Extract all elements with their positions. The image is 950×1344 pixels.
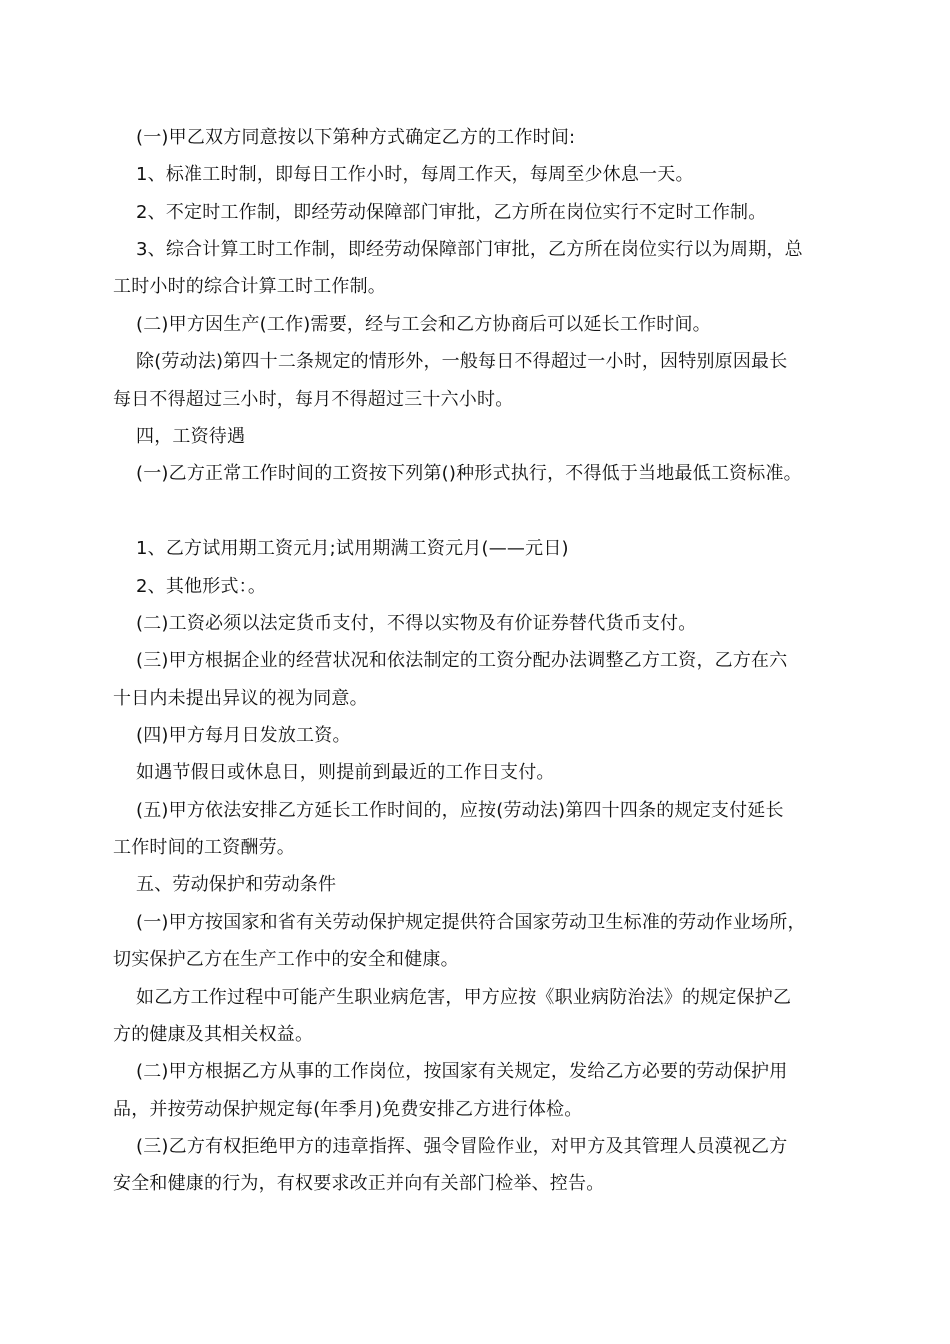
paragraph-line: (二)甲方根据乙方从事的工作岗位，按国家有关规定，发给乙方必要的劳动保护用 <box>136 1061 788 1082</box>
paragraph-line: 3、综合计算工时工作制，即经劳动保障部门审批，乙方所在岗位实行以为周期，总 <box>136 239 803 260</box>
paragraph-line: 工作时间的工资酬劳。 <box>113 837 295 858</box>
paragraph-line: 如遇节假日或休息日，则提前到最近的工作日支付。 <box>136 762 555 783</box>
paragraph-line: (三)乙方有权拒绝甲方的违章指挥、强令冒险作业，对甲方及其管理人员漠视乙方 <box>136 1136 788 1157</box>
paragraph-line: 安全和健康的行为，有权要求改正并向有关部门检举、控告。 <box>113 1173 605 1194</box>
paragraph-line: (一)甲方按国家和省有关劳动保护规定提供符合国家劳动卫生标准的劳动作业场所， <box>136 912 806 933</box>
paragraph-line: 如乙方工作过程中可能产生职业病危害，甲方应按《职业病防治法》的规定保护乙 <box>136 987 792 1008</box>
paragraph-line: (二)工资必须以法定货币支付，不得以实物及有价证券替代货币支付。 <box>136 613 697 634</box>
paragraph-line: (五)甲方依法安排乙方延长工作时间的，应按(劳动法)第四十四条的规定支付延长 <box>136 800 784 821</box>
paragraph-line: 除(劳动法)第四十二条规定的情形外，一般每日不得超过一小时，因特别原因最长 <box>136 351 788 372</box>
paragraph-line: 1、乙方试用期工资元月;试用期满工资元月(——元日) <box>136 538 569 559</box>
paragraph-line: 工时小时的综合计算工时工作制。 <box>113 276 386 297</box>
paragraph-line: (四)甲方每月日发放工资。 <box>136 725 351 746</box>
paragraph-line: (一)甲乙双方同意按以下第种方式确定乙方的工作时间: <box>136 127 576 148</box>
paragraph-line: 每日不得超过三小时，每月不得超过三十六小时。 <box>113 389 514 410</box>
paragraph-line: 十日内未提出异议的视为同意。 <box>113 688 368 709</box>
paragraph-line: 方的健康及其相关权益。 <box>113 1024 314 1045</box>
paragraph-line: (三)甲方根据企业的经营状况和依法制定的工资分配办法调整乙方工资，乙方在六 <box>136 650 788 671</box>
paragraph-line: 2、不定时工作制，即经劳动保障部门审批，乙方所在岗位实行不定时工作制。 <box>136 202 767 223</box>
paragraph-line: (一)乙方正常工作时间的工资按下列第()种形式执行，不得低于当地最低工资标准。 <box>136 463 802 484</box>
paragraph-line: 品，并按劳动保护规定每(年季月)免费安排乙方进行体检。 <box>113 1099 583 1120</box>
paragraph-line: 2、其他形式：。 <box>136 576 267 597</box>
section-heading: 五、劳动保护和劳动条件 <box>136 874 337 895</box>
paragraph-line: 1、标准工时制，即每日工作小时，每周工作天，每周至少休息一天。 <box>136 164 694 185</box>
paragraph-line: 切实保护乙方在生产工作中的安全和健康。 <box>113 949 459 970</box>
section-heading: 四，工资待遇 <box>136 426 246 447</box>
paragraph-line: (二)甲方因生产(工作)需要，经与工会和乙方协商后可以延长工作时间。 <box>136 314 711 335</box>
